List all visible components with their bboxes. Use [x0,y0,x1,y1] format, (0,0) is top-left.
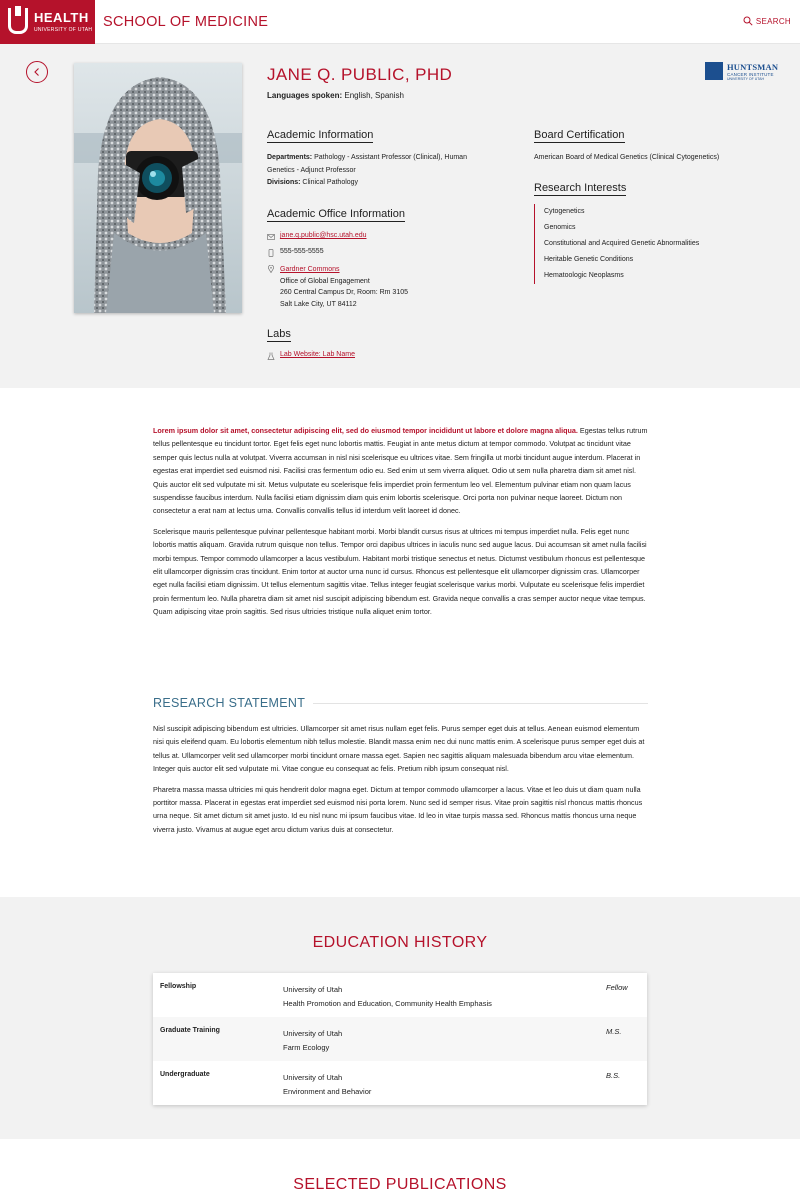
address-line-2: 260 Central Campus Dr, Room: Rm 3105 [280,289,408,296]
languages-value: English, Spanish [344,91,404,100]
biography [153,424,648,626]
board-cert-heading: Board Certification [534,129,625,141]
address-block [280,264,408,310]
education-row [153,1017,647,1061]
education-category: Graduate Training [160,1027,220,1034]
education-table [153,973,647,1105]
education-category: Fellowship [160,983,197,990]
lab-row [267,351,355,360]
phone-row [267,248,324,257]
location-link[interactable]: Gardner Commons [280,266,340,273]
education-program: Health Promotion and Education, Community Health Emphasis [283,998,492,1008]
research-interests-list [534,204,699,284]
research-statement-heading: RESEARCH STATEMENT [153,696,306,710]
education-heading: EDUCATION HISTORY [312,934,488,951]
publications-heading: SELECTED PUBLICATIONS [293,1176,507,1193]
labs-heading: Labs [267,328,291,340]
departments-row [267,152,507,165]
address-line-3: Salt Lake City, UT 84112 [280,300,357,308]
bio-paragraph-2: Scelerisque mauris pellentesque pulvinar pellentesque habitant morbi. Morbi blandit cursus risus at ultrices mi tempus imperdiet nulla. Felis eget nunc lobortis mattis aliquam. Gravida rutrum quisque non tellus. Tempor orci dapibus ultrices in iaculis nunc sed augue lacus. Dui accumsan sit amet nulla facilisi morbi tempus. Tempor commodo ullamcorper a lacus vestibulum. Habitant morbi tristique senectus et netus. Dictumst vestibulum rhoncus est pellentesque elit ullamcorper dignissim cras tincidunt. Enim tortor at auctor urna nunc id cursus. Rhoncus est pellentesque elit ullamcorper dignissim cras. Ullamcorper eget nulla facilisi etiam dignissim. Ut tellus elementum sagittis vitae. Tellus integer feugiat scelerisque varius morbi. Vulputate eu scelerisque felis imperdiet proin fermentum leo. Nulla pharetra diam sit amet nisl suscipit adipiscing bibendum est. Gravida neque convallis a cras semper auctor neque vitae tempus. Quam adipiscing vitae proin sagittis. Sed risus ultricies tristique nulla aliquet enim tortor. [153,526,647,617]
profile-photo [74,63,242,313]
education-row [153,1061,647,1105]
education-row [153,973,647,1017]
huntsman-cancer-institute-logo[interactable] [705,62,779,82]
heading-divider [313,703,648,704]
research-interests-heading: Research Interests [534,182,627,194]
logo-health-text: HEALTH [34,10,89,25]
address-line-1: Office of Global Engagement [280,277,370,285]
education-institution-cell [283,1027,342,1054]
academic-info-heading: Academic Information [267,129,374,141]
education-degree: M.S. [606,1027,622,1036]
search-button[interactable] [743,16,791,26]
languages-label: Languages spoken: [267,91,343,100]
departments-value-1: Pathology - Assistant Professor (Clinical), Human [314,154,467,161]
logo-subtext: UNIVERSITY OF UTAH [34,27,93,33]
profile-panel [0,44,800,388]
research-interest-item: Hematoologic Neoplasms [544,272,624,279]
site-header [0,0,800,44]
board-cert-text: American Board of Medical Genetics (Clinical Cytogenetics) [534,154,720,161]
search-icon [743,16,753,26]
u-logo-icon [8,8,28,34]
partner-logo-line2: CANCER INSTITUTE [727,72,774,77]
back-button[interactable] [26,61,48,83]
education-category: Undergraduate [160,1071,210,1078]
flask-icon [267,352,275,360]
education-section [0,897,800,1139]
education-program: Environment and Behavior [283,1086,372,1096]
languages-spoken [267,91,404,100]
departments-label: Departments: [267,154,313,161]
university-health-logo[interactable] [0,0,95,44]
research-interest-item: Constitutional and Acquired Genetic Abnormalities [544,240,700,247]
lab-website-link[interactable]: Lab Website: Lab Name [280,351,355,358]
research-statement-paragraph: Nisl suscipit adipiscing bibendum est ultricies. Ullamcorper sit amet risus nullam eget felis. Purus semper eget duis at tellus. Aenean euismod elementum nisi quis eleifend quam. Eu lobortis elementum nibh tellus molestie. Blandit massa enim nec dui nunc mattis enim. A scelerisque purus semper eget duis at tellus at. Ullamcorper velit sed ullamcorper morbi tincidunt ornare massa eget. Sapien nec sagittis aliquam malesuada bibendum arcu vitae elementum. Integer quis auctor elit sed vulputate mi. Vitae congue eu consequat ac felis. Pretium nibh ipsum consequat nisl. [153,724,645,774]
email-row [267,232,367,241]
divisions-value: Clinical Pathology [302,179,359,186]
phone-number[interactable]: 555-555-5555 [280,248,324,255]
research-statement-body [153,722,648,843]
research-interest-item: Cytogenetics [544,208,585,215]
partner-logo-line1: HUNTSMAN [727,62,779,72]
phone-icon [267,249,275,257]
education-program: Farm Ecology [283,1042,330,1052]
huntsman-emblem-icon [705,62,723,80]
education-degree: B.S. [606,1071,621,1080]
departments-row-2: Genetics - Adjunct Professor [267,166,356,174]
email-link[interactable]: jane.q.public@hsc.utah.edu [280,232,367,239]
education-institution-cell [283,1071,371,1098]
chevron-left-icon [32,67,42,77]
education-institution: University of Utah [283,1029,343,1038]
divisions-label: Divisions: [267,179,301,186]
divisions-row [267,177,507,190]
location-row [267,264,408,310]
profile-name: JANE Q. PUBLIC, PHD [267,65,453,84]
office-info-heading: Academic Office Information [267,208,405,220]
academic-info-details [267,152,507,190]
research-interest-item: Genomics [544,224,576,231]
research-statement-header [153,696,648,710]
research-statement-paragraph: Pharetra massa massa ultricies mi quis hendrerit dolor magna eget. Dictum at tempor commodo ullamcorper a lacus. Vitae et leo duis ut diam quam nulla porttitor massa. Placerat in egestas erat imperdiet sed euismod nisi porta lorem. Nunc sed id semper risus. Vitae proin sagittis nisl rhoncus mattis rhoncus urna neque. Sit amet dictum sit amet justo. Id eu nisl nunc mi ipsum faucibus vitae. Id leo in vitae turpis massa sed. Rhoncus mattis rhoncus urna neque viverra justo. Vivamus at augue eget arcu dictum varius duis at consectetur. [153,784,643,834]
envelope-icon [267,233,275,241]
education-institution-cell [283,983,492,1010]
research-interest-item: Heritable Genetic Conditions [544,256,634,263]
bio-paragraph-1-rest: Egestas tellus rutrum tellus pellentesque eu tincidunt tortor. Eget felis eget nunc lobortis mattis. Feugiat in ante metus dictum at tempor commodo. Volutpat ac tincidunt vitae semper quis lectus nulla at volutpat. Viverra accumsan in nisl nisi scelerisque eu ultrices vitae. Sem fringilla ut morbi tincidunt augue interdum. Placerat in egestas erat imperdiet sed euismod nisi. Facilisi cras fermentum odio eu. Sed enim ut sem viverra aliquet. Odio ut sem nulla pharetra diam sit amet nisl. Quis auctor elit sed vulputate mi sit. Metus vulputate eu scelerisque felis imperdiet proin fermentum leo vel. Elementum pulvinar etiam non quam lacus suspendisse faucibus interdum. Nulla facilisi etiam dignissim diam quis enim lobortis scelerisque. Orci porta non pulvinar neque laoreet. Dictum non consectetur a erat nam at lectus urna. Convallis convallis tellus id interdum velit laoreet id donec. [153,426,648,516]
photo-person-with-camera [74,63,242,313]
education-institution: University of Utah [283,985,343,994]
school-title[interactable]: SCHOOL OF MEDICINE [103,14,269,30]
search-label: SEARCH [755,16,791,26]
bio-lead: Lorem ipsum dolor sit amet, consectetur adipiscing elit, sed do eiusmod tempor incididunt ut labore et dolore magna aliqua. [153,426,578,435]
map-pin-icon [267,265,275,273]
education-degree: Fellow [606,983,628,992]
partner-logo-line3: UNIVERSITY OF UTAH [727,77,765,81]
education-institution: University of Utah [283,1073,343,1082]
bio-paragraph-1 [153,424,648,518]
